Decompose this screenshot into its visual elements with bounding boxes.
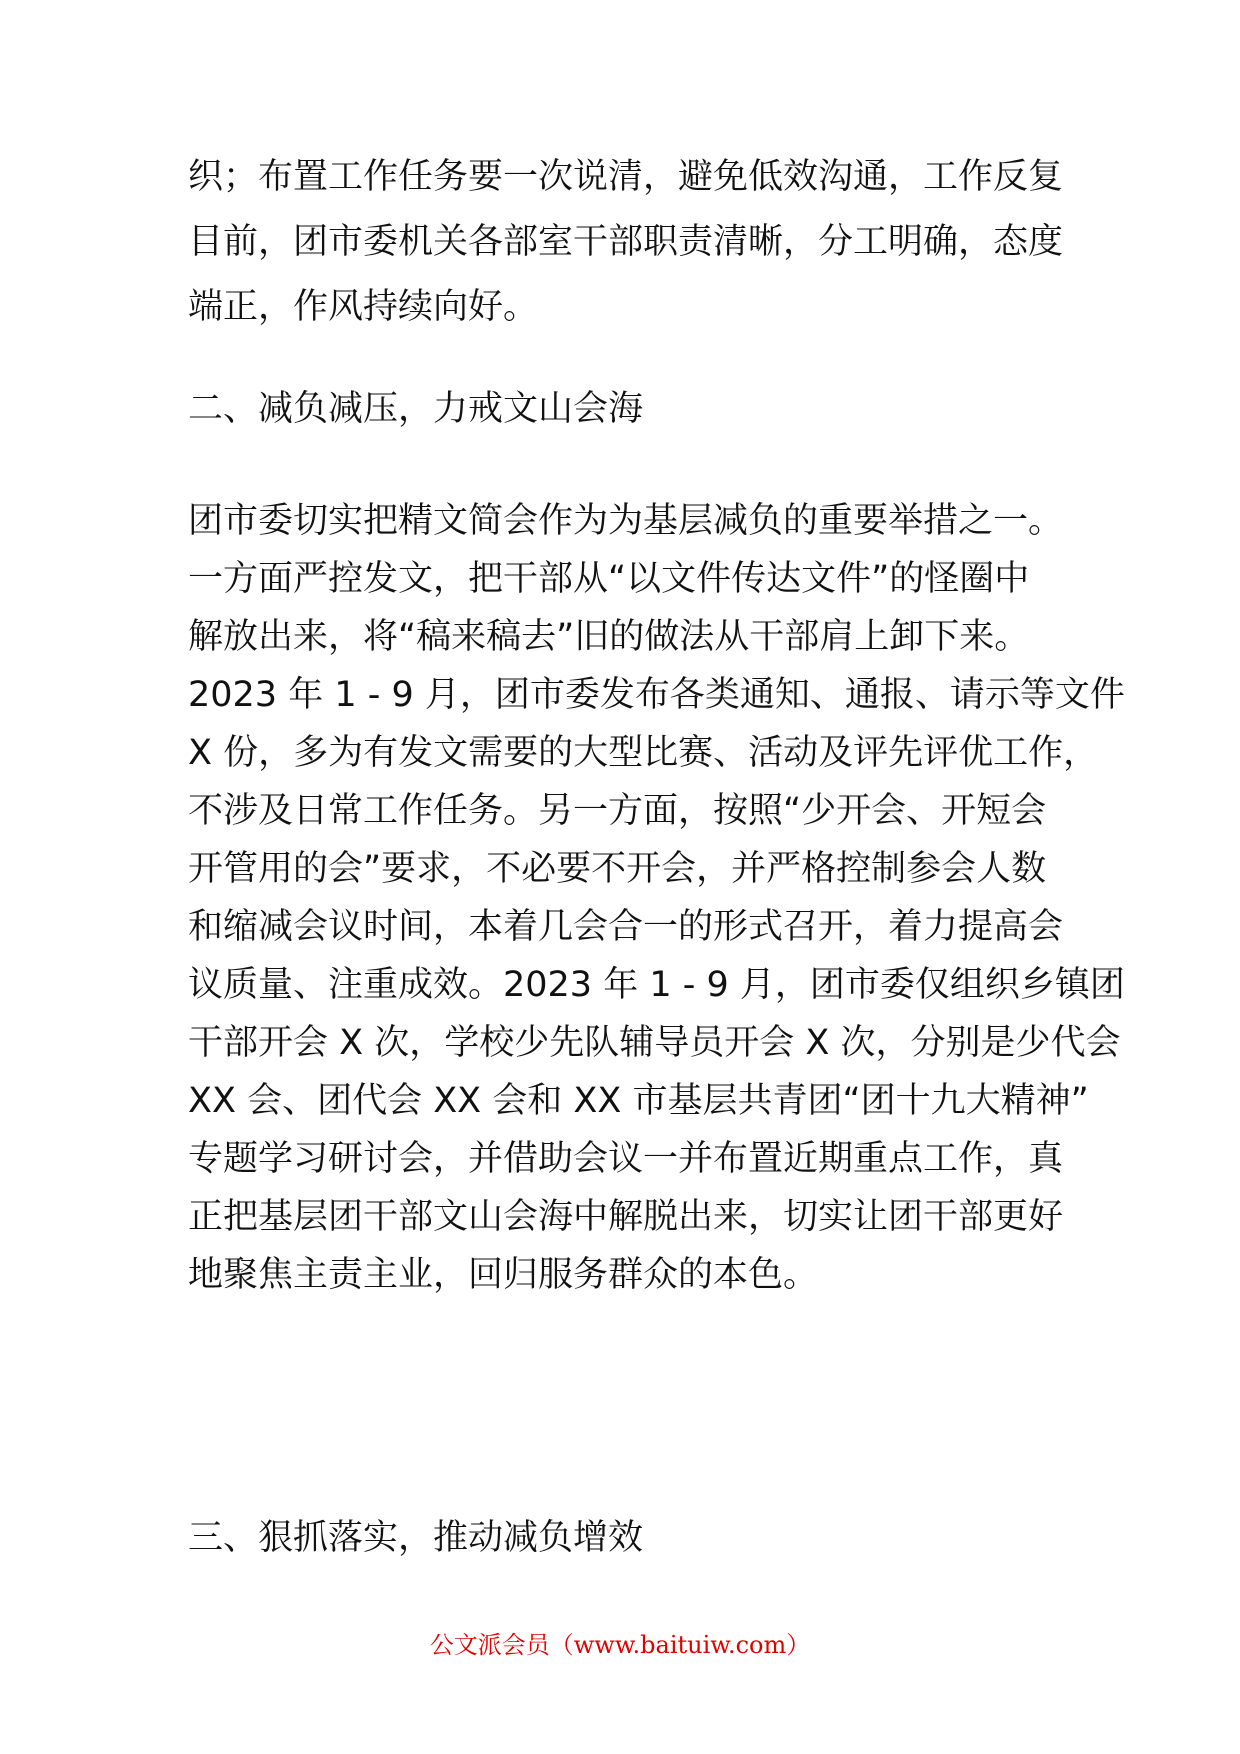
text-line: 团市委切实把精文简会作为为基层减负的重要举措之一。 bbox=[188, 501, 1064, 541]
text-line: 不涉及日常工作任务。另一方面，按照“少开会、开短会 bbox=[188, 791, 1047, 831]
text-line: 2023 年 1 - 9 月，团市委发布各类通知、通报、请示等文件 bbox=[188, 675, 1125, 715]
text-line: XX 会、团代会 XX 会和 XX 市基层共青团“团十九大精神” bbox=[188, 1081, 1089, 1121]
text-line: 开管用的会”要求，不必要不开会，并严格控制参会人数 bbox=[188, 849, 1047, 889]
text-line: 织；布置工作任务要一次说清，避免低效沟通，工作反复 bbox=[188, 157, 1064, 197]
text-line: 端正，作风持续向好。 bbox=[188, 287, 539, 327]
text-line: 地聚焦主责主业，回归服务群众的本色。 bbox=[188, 1255, 819, 1295]
watermark-footer: 公文派会员（www.baituiw.com） bbox=[429, 1631, 811, 1659]
heading-text: 二、减负减压，力戒文山会海 bbox=[188, 389, 644, 429]
text-line: X 份，多为有发文需要的大型比赛、活动及评先评优工作， bbox=[188, 733, 1099, 773]
paragraph-2 bbox=[188, 492, 1125, 1304]
heading-text: 三、狠抓落实，推动减负增效 bbox=[188, 1518, 644, 1558]
text-line: 解放出来，将“稿来稿去”旧的做法从干部肩上卸下来。 bbox=[188, 617, 1030, 657]
text-line: 一方面严控发文，把干部从“以文件传达文件”的怪圈中 bbox=[188, 559, 1030, 599]
section-heading-2 bbox=[188, 377, 1108, 442]
text-line: 专题学习研讨会，并借助会议一并布置近期重点工作，真 bbox=[188, 1139, 1064, 1179]
text-line: 正把基层团干部文山会海中解脱出来，切实让团干部更好 bbox=[188, 1197, 1064, 1237]
text-line: 目前，团市委机关各部室干部职责清晰，分工明确，态度 bbox=[188, 222, 1064, 262]
section-heading-3 bbox=[188, 1506, 1108, 1571]
text-line: 干部开会 X 次，学校少先队辅导员开会 X 次，分别是少代会 bbox=[188, 1023, 1121, 1063]
text-line: 议质量、注重成效。2023 年 1 - 9 月，团市委仅组织乡镇团 bbox=[188, 965, 1125, 1005]
paragraph-1 bbox=[188, 145, 1108, 340]
text-line: 和缩减会议时间，本着几会合一的形式召开，着力提高会 bbox=[188, 907, 1064, 947]
